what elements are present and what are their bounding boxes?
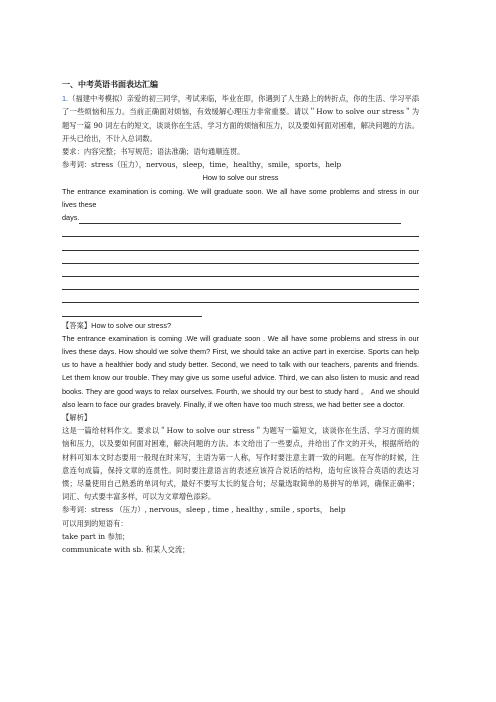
- phrase-item: take part in 参加；: [62, 531, 130, 541]
- analysis-label: 【解析】: [62, 412, 92, 422]
- section-title: 一、中考英语书面表达汇编: [62, 80, 158, 89]
- essay-title: How to solve our stress: [202, 173, 279, 183]
- essay-start-end-word: days.: [62, 213, 80, 223]
- essay-start-end: [62, 211, 419, 224]
- document-page: [62, 78, 419, 556]
- answer-line[interactable]: [62, 251, 419, 264]
- answer-line[interactable]: [62, 264, 419, 277]
- essay-start: The entrance examination is coming. We will graduate soon. We all have some problems and stress in our lives these: [62, 186, 419, 209]
- question-prompt: [62, 92, 419, 145]
- analysis-text: 这是一篇给材料作文。要求以＂How to solve our stress＂为题写一篇短文，谈谈你在生活、学习方面的烦恼和压力，以及要如何面对困难，解决问题的方法。本文给出了一些要点，并给出了作文的开头，根据所给的材料可知本文时态要用一般现在时来写，主语为第一人称，写作时要注意主谓一致的问题。在写作的时候，注意连句成篇，保持文章的连贯性。同时要注意语言的表述应该符合说话的结构，造句应该符合英语的表达习惯；尽量使用自己熟悉的单词句式，最好不要写太长的复合句；尽量选取简单的易拼写的单词，确保正确率；词汇、句式要丰富多样，可以为文章增色添彩。: [62, 426, 419, 502]
- answer-label: 【答案】How to solve our stress?: [62, 320, 172, 330]
- phrase-item: communicate with sb. 和某人交流；: [62, 545, 190, 554]
- analysis-reference-words: 参考词：stress （压力）, nervous，sleep , time , healthy , smile , sports， help: [62, 505, 346, 515]
- question-prompt-text: （福建中考模拟）亲爱的初三同学，考试来临，毕业在即，你遇到了人生路上的转折点，你的生活、学习平添了一些烦恼和压力。当前正确面对烦恼，有效缓解心理压力非常重要。请以＂How to solve our stress＂为题写一篇 90 词左右的短文，谈谈你在生活、学习方面的烦恼和压力，以及要如何面对困难，解决问题的方法。开头已给出，不计入总词数。: [62, 94, 419, 143]
- answer-line[interactable]: [62, 237, 419, 250]
- answer-line[interactable]: [62, 290, 419, 303]
- question-number: 1.: [62, 94, 69, 104]
- answer-text: The entrance examination is coming .We will graduate soon . We all have some problems and stress in our lives these days. How should we solve them? First, we should take an active part in exercise. Sports can help us to have a healthier body and study better. Second, we need to talk with our teachers, parents and friends. Let them know our trouble. They may give us some useful advice. Third, we can also listen to music and read books. They are good ways to relax ourselves. Fourth, we should try our best to study hard 。 And we should also learn to face our grades bravely. Finally, if we often have too much stress, we had better see a doctor.: [62, 333, 419, 409]
- phrases-intro: 可以用到的短语有：: [62, 518, 128, 528]
- answer-line[interactable]: [79, 214, 401, 224]
- reference-words: 参考词：stress（压力），nervous，sleep，time，healthy，smile，sports，help: [62, 160, 342, 170]
- answer-line[interactable]: [62, 277, 419, 290]
- answer-line[interactable]: [62, 224, 419, 237]
- requirements: 要求：内容完整；书写规范；语法准确；语句通顺连贯。: [62, 147, 245, 157]
- answer-line[interactable]: [62, 303, 202, 316]
